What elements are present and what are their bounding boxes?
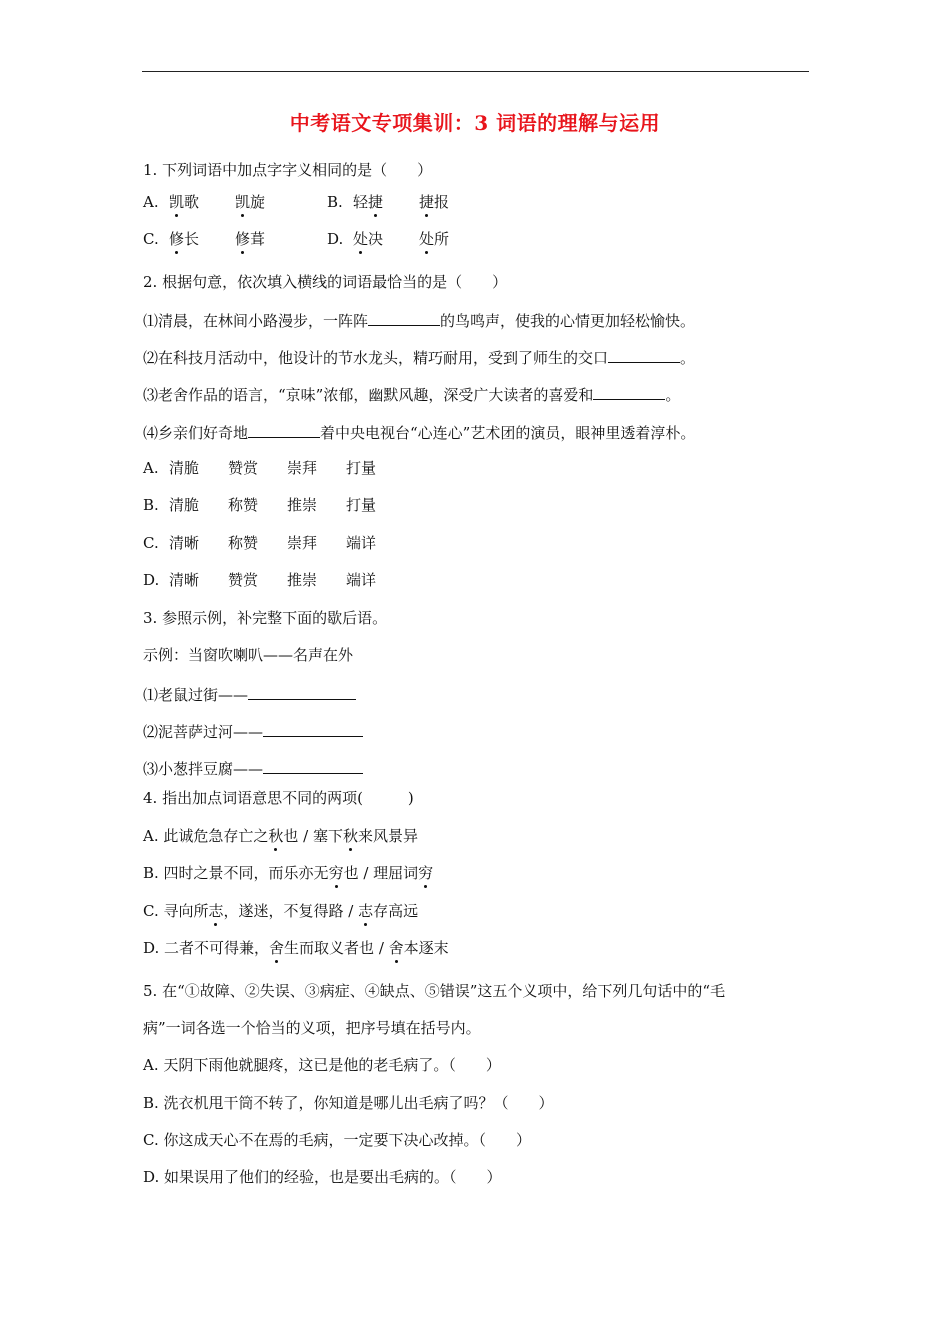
emphasis-dot-char: 舍: [388, 939, 404, 957]
header-rule: [142, 71, 809, 72]
fill-blank[interactable]: [263, 720, 363, 737]
fill-blank[interactable]: [368, 309, 440, 326]
q1-option-a-word-1: 凯歌: [169, 193, 200, 211]
q1-option-d-label: D.: [327, 230, 344, 248]
q2-sentence-4: ⑷乡亲们好奇地 着中央电视台“心连心”艺术团的演员，眼神里透着淳朴。: [143, 421, 695, 443]
q1-option-c-word-1: 修长: [169, 230, 200, 248]
emphasis-dot-char: 捷: [368, 193, 384, 211]
q2-option-row: D. 清晰 赞赏 推崇 端详: [143, 571, 377, 589]
emphasis-dot-char: 处: [353, 230, 369, 248]
q1-option-b-word-2: 捷报: [419, 193, 450, 211]
q4-option-c: C. 寻向所志，遂迷，不复得路 / 志存高远: [143, 902, 419, 920]
q1-option-b-label: B.: [327, 193, 343, 211]
fill-blank[interactable]: [248, 683, 356, 700]
q3-item-3: ⑶小葱拌豆腐——: [143, 757, 363, 779]
q4-option-a: A. 此诚危急存亡之秋也 / 塞下秋来风景异: [143, 827, 419, 845]
emphasis-dot-char: 凯: [169, 193, 185, 211]
q1-option-a-word-2: 凯旋: [235, 193, 266, 211]
q5-stem-line-1: 5. 在“①故障、②失误、③病症、④缺点、⑤错误”这五个义项中，给下列几句话中的“毛: [143, 982, 726, 1000]
q2-option-row: A. 清脆 赞赏 崇拜 打量: [143, 459, 377, 477]
emphasis-dot-char: 志: [358, 902, 374, 920]
q4-stem: 4. 指出加点词语意思不同的两项( ): [143, 789, 414, 807]
q2-option-row: C. 清晰 称赞 崇拜 端详: [143, 534, 377, 552]
fill-blank[interactable]: [608, 346, 680, 363]
emphasis-dot-char: 处: [419, 230, 435, 248]
emphasis-dot-char: 舍: [269, 939, 285, 957]
fill-blank[interactable]: [593, 383, 665, 400]
emphasis-dot-char: 修: [235, 230, 251, 248]
q2-stem: 2. 根据句意，依次填入横线的词语最恰当的是（ ）: [143, 273, 508, 291]
page-title: 中考语文专项集训：3 词语的理解与运用: [289, 111, 661, 135]
q1-option-b-word-1: 轻捷: [353, 193, 384, 211]
emphasis-dot-char: 穷: [418, 864, 434, 882]
q2-option-row: B. 清脆 称赞 推崇 打量: [143, 496, 377, 514]
emphasis-dot-char: 志: [208, 902, 224, 920]
q5-stem-line-2: 病”一词各选一个恰当的义项，把序号填在括号内。: [143, 1019, 481, 1037]
emphasis-dot-char: 修: [169, 230, 185, 248]
fill-blank[interactable]: [263, 757, 363, 774]
q1-option-c-word-2: 修葺: [235, 230, 266, 248]
q1-stem: 1. 下列词语中加点字字义相同的是（ ）: [143, 161, 433, 179]
fill-blank[interactable]: [248, 421, 320, 438]
q1-option-d-word-2: 处所: [419, 230, 450, 248]
emphasis-dot-char: 秋: [342, 827, 358, 845]
q2-sentence-3: ⑶老舍作品的语言，“京味”浓郁，幽默风趣，深受广大读者的喜爱和 。: [143, 383, 680, 405]
q1-option-a-label: A.: [143, 193, 159, 211]
emphasis-dot-char: 捷: [419, 193, 435, 211]
q2-sentence-1: ⑴清晨，在林间小路漫步，一阵阵 的鸟鸣声，使我的心情更加轻松愉快。: [143, 309, 695, 331]
q4-option-d: D. 二者不可得兼，舍生而取义者也 / 舍本逐末: [143, 939, 449, 957]
emphasis-dot-char: 穷: [328, 864, 344, 882]
q1-options-row-2: [143, 229, 450, 249]
emphasis-dot-char: 凯: [235, 193, 251, 211]
q2-sentence-2: ⑵在科技月活动中，他设计的节水龙头，精巧耐用，受到了师生的交口 。: [143, 346, 695, 368]
q5-item-b: B. 洗衣机甩干筒不转了，你知道是哪儿出毛病了吗？（ ）: [143, 1094, 554, 1112]
q5-item-a: A. 天阴下雨他就腿疼，这已是他的老毛病了。（ ）: [143, 1056, 501, 1074]
emphasis-dot-char: 秋: [268, 827, 284, 845]
q4-option-b: B. 四时之景不同，而乐亦无穷也 / 理屈词穷: [143, 864, 434, 882]
q1-option-d-word-1: 处决: [353, 230, 384, 248]
q3-item-2: ⑵泥菩萨过河——: [143, 720, 363, 742]
q3-item-1: ⑴老鼠过街——: [143, 683, 356, 705]
q5-item-c: C. 你这成天心不在焉的毛病，一定要下决心改掉。（ ）: [143, 1131, 531, 1149]
q3-stem: 3. 参照示例，补完整下面的歇后语。: [143, 609, 388, 627]
q3-example: 示例：当窗吹喇叭——名声在外: [143, 646, 354, 664]
q1-options-row-1: [143, 192, 450, 212]
q1-option-c-label: C.: [143, 230, 159, 248]
q5-item-d: D. 如果误用了他们的经验，也是要出毛病的。（ ）: [143, 1168, 502, 1186]
